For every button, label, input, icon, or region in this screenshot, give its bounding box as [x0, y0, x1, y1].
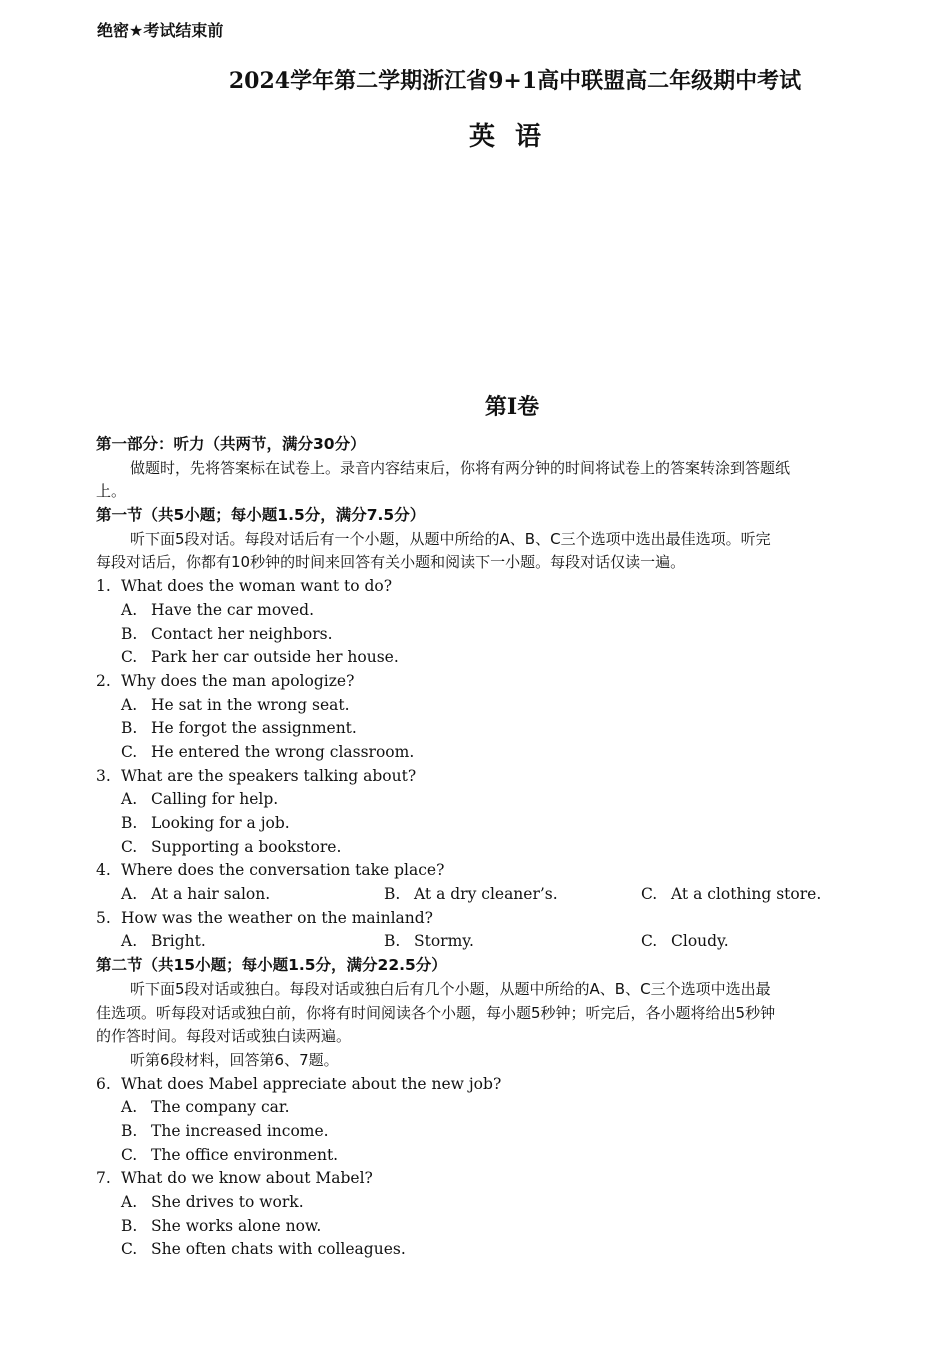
option-4b	[384, 883, 558, 907]
option-letter: A.	[121, 1193, 138, 1211]
question-number: 2.	[96, 671, 111, 690]
secret-label: 绝密★考试结束前	[97, 21, 224, 40]
option-letter: C.	[121, 648, 138, 667]
question-text: Where does the conversation take place?	[121, 861, 445, 880]
option-text: The company car.	[151, 1098, 290, 1117]
option-3b	[96, 812, 934, 836]
option-text: Park her car outside her house.	[151, 648, 399, 667]
exam-title: 2024学年第二学期浙江省9+1高中联盟高二年级期中考试	[228, 68, 802, 94]
section2-heading: 第二节（共15小题；每小题1.5分，满分22.5分）	[96, 956, 447, 975]
option-letter: C.	[121, 1145, 138, 1164]
question-4	[96, 859, 934, 883]
exam-body	[96, 433, 934, 1262]
option-1a	[96, 599, 934, 623]
question-6	[96, 1073, 934, 1097]
option-3c	[96, 836, 934, 860]
option-text: He entered the wrong classroom.	[151, 742, 415, 761]
option-letter: A.	[121, 1098, 138, 1117]
option-letter: C.	[121, 742, 138, 761]
option-text: She works alone now.	[151, 1216, 322, 1235]
section1-heading: 第一节（共5小题；每小题1.5分，满分7.5分）	[96, 506, 426, 525]
option-4a	[121, 883, 270, 907]
option-5c	[641, 930, 729, 954]
option-letter: C.	[641, 885, 658, 904]
question-3	[96, 765, 934, 789]
part1-instruction-cont: 上。	[96, 482, 127, 501]
question-number: 3.	[96, 766, 111, 785]
option-5a	[121, 930, 206, 954]
question-5	[96, 907, 934, 931]
option-1c	[96, 646, 934, 670]
option-text: She drives to work.	[151, 1193, 304, 1211]
option-letter: B.	[121, 1216, 138, 1235]
question-number: 7.	[96, 1169, 111, 1188]
question-text: Why does the man apologize?	[121, 671, 355, 690]
part1-instruction: 做题时，先将答案标在试卷上。录音内容结束后，你将有两分钟的时间将试卷上的答案转涂到答题纸	[130, 458, 791, 477]
section2-instruction: 听下面5段对话或独白。每段对话或独白后有几个小题，从题中所给的A、B、C三个选项中选出最	[130, 979, 771, 998]
option-6c	[96, 1144, 934, 1168]
option-text: He sat in the wrong seat.	[151, 695, 350, 714]
section2-instruction-cont: 佳选项。听每段对话或独白前，你将有时间阅读各个小题，每小题5秒钟；听完后，各小题将给出5秒钟	[96, 1003, 776, 1022]
option-letter: B.	[384, 885, 401, 904]
option-letter: A.	[121, 695, 138, 714]
option-letter: A.	[121, 600, 138, 619]
section2-instruction-cont2: 的作答时间。每段对话或独白读两遍。	[96, 1027, 352, 1046]
option-2b	[96, 717, 934, 741]
question-number: 6.	[96, 1074, 111, 1093]
question-1	[96, 575, 934, 599]
option-6a	[96, 1096, 934, 1120]
option-letter: C.	[121, 837, 138, 856]
material-note: 听第6段材料，回答第6、7题。	[130, 1050, 339, 1069]
question-text: What does Mabel appreciate about the new job?	[121, 1074, 502, 1093]
option-text: Bright.	[151, 932, 206, 951]
option-letter: B.	[121, 719, 138, 738]
option-7b	[96, 1215, 934, 1239]
section1-instruction-cont: 每段对话后，你都有10秒钟的时间来回答有关小题和阅读下一小题。每段对话仅读一遍。	[96, 553, 686, 572]
volume-title: 第I卷	[484, 394, 540, 420]
option-letter: B.	[121, 624, 138, 643]
option-text: Calling for help.	[151, 790, 279, 809]
option-letter: A.	[121, 790, 138, 809]
option-text: At a dry cleaner’s.	[414, 885, 558, 904]
option-6b	[96, 1120, 934, 1144]
option-2a	[96, 694, 934, 718]
options-row-5	[96, 930, 934, 954]
question-number: 4.	[96, 861, 111, 880]
option-2c	[96, 741, 934, 765]
option-letter: B.	[384, 932, 401, 951]
option-letter: C.	[641, 932, 658, 951]
option-7a	[96, 1191, 934, 1215]
option-text: He forgot the assignment.	[151, 719, 357, 738]
option-text: Supporting a bookstore.	[151, 837, 342, 856]
option-text: At a clothing store.	[671, 885, 822, 904]
option-text: Cloudy.	[671, 932, 729, 951]
section1-instruction: 听下面5段对话。每段对话后有一个小题，从题中所给的A、B、C三个选项中选出最佳选项。听完	[130, 529, 771, 548]
options-row-4	[96, 883, 934, 907]
option-letter: C.	[121, 1240, 138, 1259]
question-7	[96, 1167, 934, 1191]
question-text: What do we know about Mabel?	[121, 1169, 373, 1188]
option-7c	[96, 1238, 934, 1262]
question-text: What does the woman want to do?	[121, 577, 393, 596]
option-text: The office environment.	[151, 1145, 339, 1164]
option-text: At a hair salon.	[151, 885, 271, 904]
option-1b	[96, 623, 934, 647]
question-2	[96, 670, 934, 694]
option-5b	[384, 930, 474, 954]
subject-title: 英语	[468, 122, 561, 152]
option-4c	[641, 883, 821, 907]
question-text: How was the weather on the mainland?	[121, 908, 433, 927]
question-number: 5.	[96, 908, 111, 927]
question-number: 1.	[96, 577, 111, 596]
option-letter: B.	[121, 814, 138, 832]
option-text: Stormy.	[414, 932, 474, 951]
part1-heading: 第一部分：听力（共两节，满分30分）	[96, 435, 366, 453]
option-text: Contact her neighbors.	[151, 624, 333, 643]
option-letter: A.	[121, 932, 138, 951]
option-text: Looking for a job.	[151, 814, 290, 832]
option-letter: A.	[121, 885, 138, 904]
option-letter: B.	[121, 1121, 138, 1140]
question-text: What are the speakers talking about?	[121, 766, 417, 785]
option-text: The increased income.	[151, 1121, 329, 1140]
option-text: She often chats with colleagues.	[151, 1240, 406, 1259]
option-text: Have the car moved.	[151, 600, 314, 619]
option-3a	[96, 788, 934, 812]
